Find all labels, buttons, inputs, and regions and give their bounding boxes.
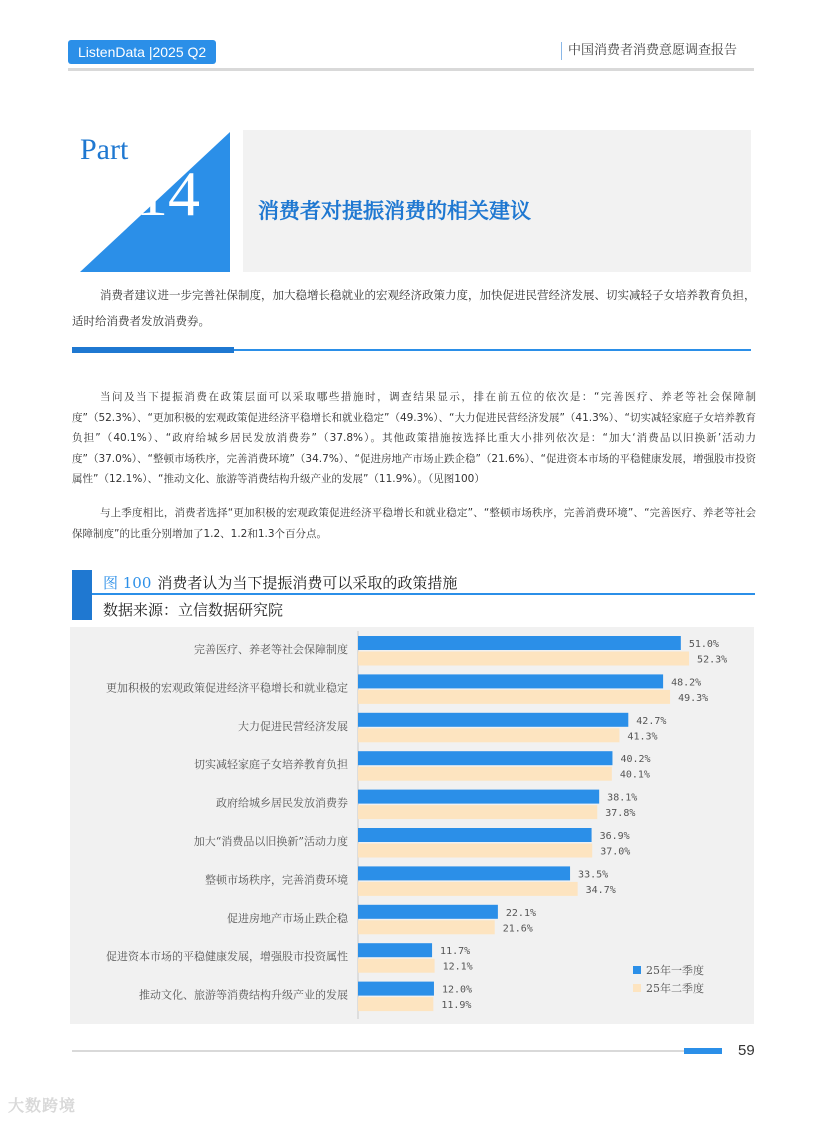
body-paragraph: 与上季度相比，消费者选择“更加积极的宏观政策促进经济平稳增长和就业稳定”、“整顿市场秩序，完善消费环境”、“完善医疗、养老等社会保障制度”的比重分别增加了1.2、1.2和1.3个百分点。	[72, 507, 756, 540]
bar-q1	[358, 905, 498, 919]
legend-label: 25年一季度	[646, 964, 704, 977]
bar-q2	[358, 882, 578, 896]
part-label: Part	[80, 133, 129, 166]
bar-q1	[358, 713, 628, 727]
page-number: 59	[738, 1042, 755, 1059]
data-label: 36.9%	[599, 831, 630, 842]
data-label: 48.2%	[671, 677, 702, 689]
figure-title-text: 消费者认为当下提振消费可以采取的政策措施	[157, 574, 458, 592]
bar-q2	[358, 959, 435, 973]
data-label: 11.9%	[441, 1000, 472, 1012]
header-rule	[68, 68, 754, 71]
category-label: 大力促进民营经济发展	[238, 719, 348, 733]
bar-q2	[358, 652, 689, 666]
category-label: 加大“消费品以旧换新”活动力度	[193, 835, 348, 848]
category-label: 政府给城乡居民发放消费券	[216, 796, 348, 810]
bar-q1	[358, 866, 570, 880]
part-number: 14	[136, 158, 200, 229]
bar-q1	[358, 982, 434, 996]
figure-source: 数据来源：立信数据研究院	[103, 601, 284, 619]
bar-q1	[358, 751, 612, 765]
legend-swatch	[633, 984, 641, 992]
bar-q2	[358, 997, 433, 1011]
legend-swatch	[633, 966, 641, 974]
category-label: 促进资本市场的平稳健康发展，增强股市投资属性	[106, 950, 348, 964]
footer-accent	[684, 1048, 722, 1054]
data-label: 12.1%	[442, 961, 473, 973]
data-label: 38.1%	[607, 792, 638, 804]
report-badge: ListenData |2025 Q2	[68, 40, 216, 64]
bar-q1	[358, 674, 663, 688]
watermark: 大数跨境	[8, 1096, 77, 1115]
category-label: 促进房地产市场止跌企稳	[227, 911, 348, 925]
bar-q1	[358, 828, 592, 842]
data-label: 33.5%	[578, 869, 609, 881]
data-label: 40.2%	[620, 754, 651, 766]
category-label: 更加积极的宏观政策促进经济平稳增长和就业稳定	[106, 681, 348, 695]
report-title: 中国消费者消费意愿调查报告	[568, 43, 738, 58]
data-label: 11.7%	[440, 946, 471, 958]
data-label: 41.3%	[627, 731, 658, 743]
data-label: 22.1%	[505, 907, 537, 919]
body-paragraph: 当问及当下提振消费在政策层面可以采取哪些措施时，调查结果显示，排在前五位的依次是：“完善医疗、养老等社会保障制度”（52.3%）、“更加积极的宏观政策促进经济平稳增长和就业稳定”（49.3%）、“大力促进民营经济发展”（41.3%）、“切实减轻家庭子女培养教育负担”（40.1%）、“政府给城乡居民发放消费券”（37.8%）。其他政策措施按选择比重大小排列依次是：“加大‘消费品以旧换新’活动力度”（37.0%）、“整顿市场秩序，完善消费环境”（34.7%）、“促进房地产市场止跌企稳”（21.6%）、“促进资本市场的平稳健康发展，增强股市投资属性”（12.1%）、“推动文化、旅游等消费结构升级产业的发展”（11.9%）。（见图100）	[72, 391, 756, 485]
data-label: 12.0%	[441, 984, 473, 996]
data-label: 34.7%	[585, 884, 616, 896]
bar-q2	[358, 805, 597, 819]
footer-rule	[72, 1050, 684, 1052]
bar-q1	[358, 943, 432, 957]
bar-q2	[358, 844, 592, 858]
data-label: 52.3%	[697, 654, 728, 666]
category-label: 切实减轻家庭子女培养教育负担	[194, 758, 348, 772]
legend-label: 25年二季度	[646, 982, 704, 995]
section-summary: 消费者建议进一步完善社保制度，加大稳增长稳就业的宏观经济政策力度，加快促进民营经济发展、切实减轻子女培养教育负担，适时给消费者发放消费券。	[72, 288, 756, 328]
category-label: 推动文化、旅游等消费结构升级产业的发展	[139, 988, 348, 1002]
data-label: 42.7%	[636, 715, 667, 727]
section-title: 消费者对提振消费的相关建议	[258, 198, 531, 223]
data-label: 37.0%	[600, 846, 631, 858]
data-label: 49.3%	[678, 692, 709, 704]
figure-number: 图 100	[103, 574, 152, 592]
bar-q2	[358, 920, 495, 934]
category-label: 整顿市场秩序，完善消费环境	[205, 873, 348, 887]
data-label: 51.0%	[688, 639, 719, 650]
bar-q1	[358, 636, 681, 650]
figure-accent-bar	[72, 570, 92, 620]
header-separator	[561, 42, 562, 60]
bar-chart	[70, 627, 754, 1024]
data-label: 40.1%	[619, 769, 650, 781]
data-label: 21.6%	[502, 923, 533, 935]
bar-q2	[358, 690, 670, 704]
bar-q1	[358, 790, 599, 804]
bar-q2	[358, 728, 619, 742]
data-label: 37.8%	[605, 808, 636, 820]
figure-title-rule	[92, 593, 755, 595]
figure-title	[103, 573, 457, 593]
bar-q2	[358, 767, 612, 781]
summary-rule-accent	[72, 347, 234, 353]
category-label: 完善医疗、养老等社会保障制度	[194, 643, 348, 656]
